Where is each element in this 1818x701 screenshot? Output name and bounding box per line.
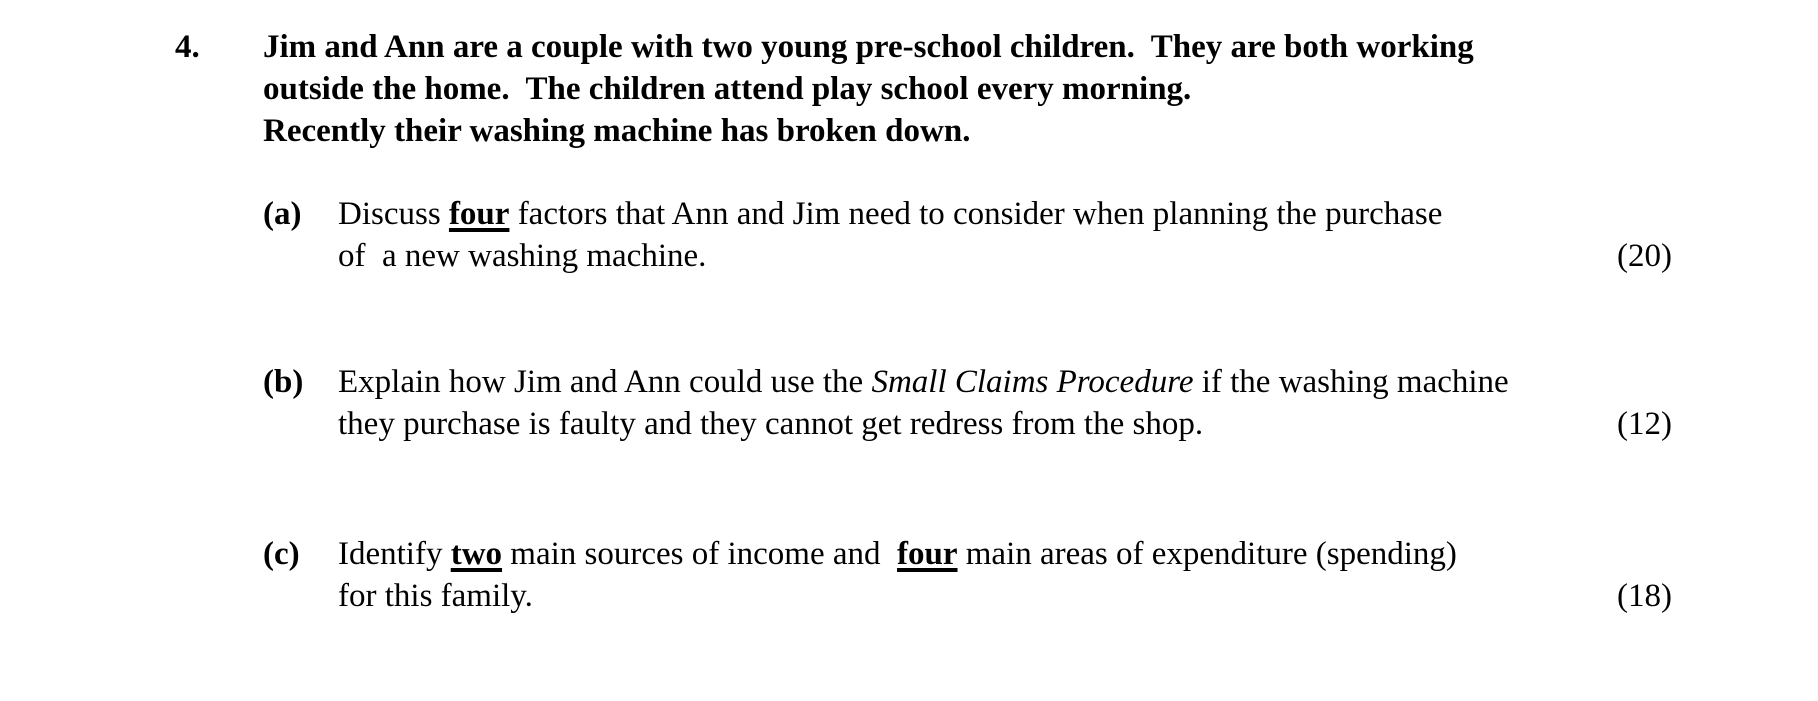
- part-b-line1-seg2: if the washing machine: [1193, 364, 1509, 400]
- part-c-emphasis-four: four: [897, 536, 958, 572]
- intro-line-1: Jim and Ann are a couple with two young pre-school children. They are both working: [263, 29, 1474, 65]
- intro-line-3: Recently their washing machine has broken down.: [263, 113, 971, 149]
- part-b: [263, 361, 1672, 445]
- part-c-emphasis-two: two: [450, 536, 503, 572]
- part-a-line2-text: of a new washing machine.: [338, 238, 707, 274]
- question-number: 4.: [175, 29, 200, 65]
- part-c-marks: (18): [1617, 578, 1672, 614]
- part-a-label: (a): [263, 196, 302, 232]
- part-c-line-2: [338, 575, 1672, 617]
- part-c-label: (c): [263, 536, 300, 572]
- part-b-line2-text: they purchase is faulty and they cannot get redress from the shop.: [338, 406, 1204, 442]
- part-b-line-2: [338, 403, 1672, 445]
- part-b-line-1: [338, 361, 1672, 403]
- part-a-line-1: [338, 193, 1672, 235]
- part-a-line1-seg2: factors that Ann and Jim need to consider when planning the purchase: [509, 196, 1443, 232]
- part-c-line-1: [338, 533, 1672, 575]
- part-a-text: [338, 193, 1672, 277]
- part-b-italic-small-claims-procedure: Small Claims Procedure: [871, 364, 1194, 400]
- part-c: [263, 533, 1672, 617]
- question-intro: [263, 26, 1672, 152]
- part-c-line1-seg3: main areas of expenditure (spending): [957, 536, 1457, 572]
- part-c-line1-seg1: Identify: [338, 536, 451, 572]
- part-b-label: (b): [263, 364, 304, 400]
- part-a: [263, 193, 1672, 277]
- part-a-line1-seg1: Discuss: [338, 196, 449, 232]
- question-body: [263, 26, 1672, 617]
- part-a-emphasis-four: four: [448, 196, 510, 232]
- part-a-line-2: [338, 235, 1672, 277]
- part-c-line1-seg2: main sources of income and: [502, 536, 898, 572]
- part-c-text: [338, 533, 1672, 617]
- part-b-text: [338, 361, 1672, 445]
- part-c-line2-text: for this family.: [338, 578, 533, 614]
- part-b-line1-seg1: Explain how Jim and Ann could use the: [338, 364, 872, 400]
- part-b-marks: (12): [1617, 406, 1672, 442]
- part-a-marks: (20): [1617, 238, 1672, 274]
- intro-line-2: outside the home. The children attend play school every morning.: [263, 71, 1192, 107]
- question-4: [175, 26, 1818, 617]
